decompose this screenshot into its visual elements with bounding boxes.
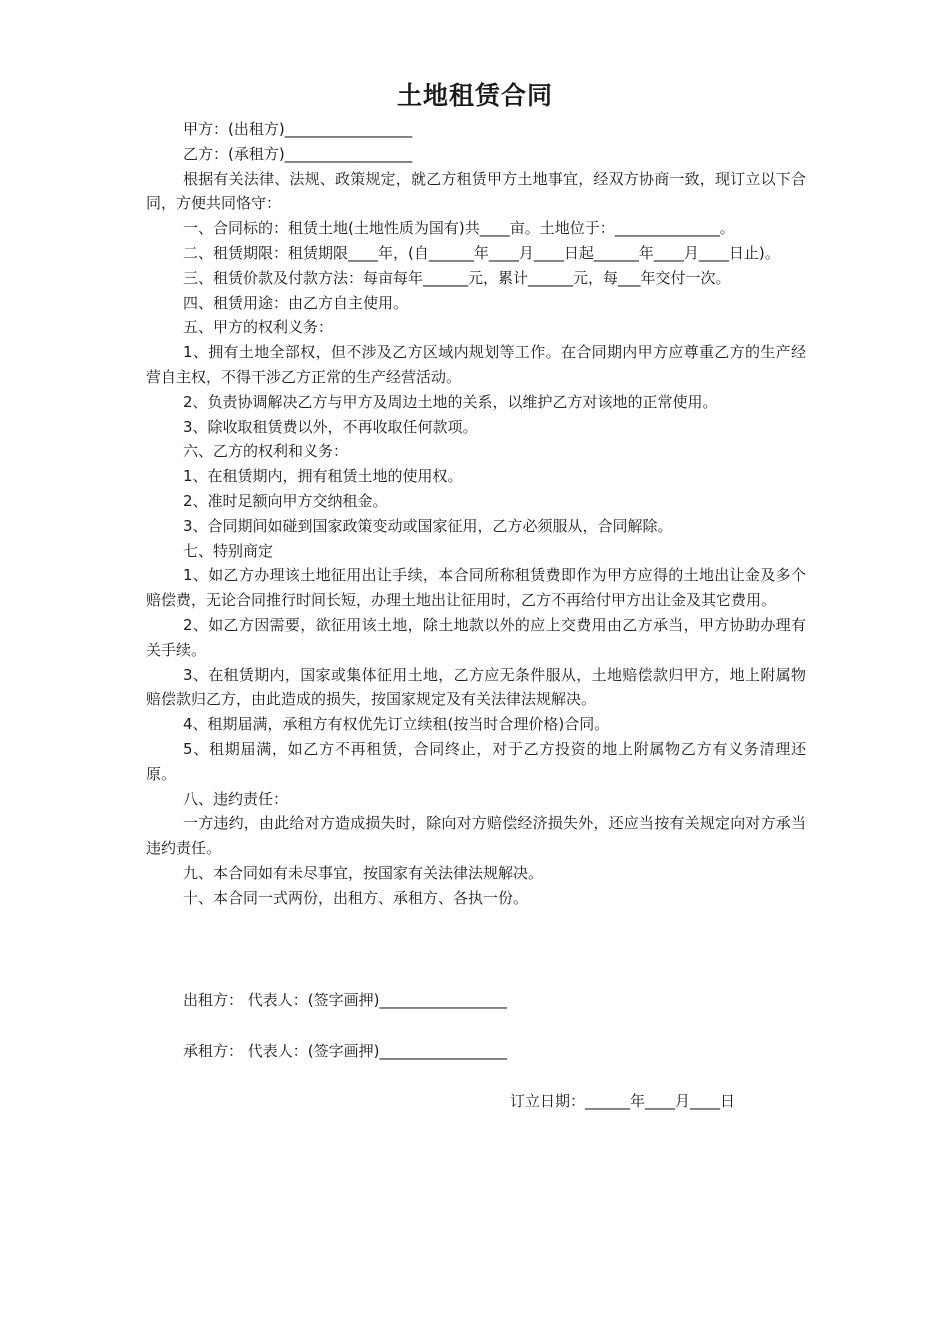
- clause-5-item-3: 3、除收取租赁费以外，不再收取任何款项。: [183, 417, 478, 436]
- clause-6-item-1: 1、在租赁期内，拥有租赁土地的使用权。: [183, 467, 463, 486]
- clause-7-item-2: 2、如乙方因需要，欲征用该土地，除土地款以外的应上交费用由乙方承当，甲方协助办理有关手续。: [146, 615, 806, 659]
- clause-4-use: 四、租赁用途：由乙方自主使用。: [183, 293, 409, 312]
- clause-5-item-1: 1、拥有土地全部权，但不涉及乙方区域内规划等工作。在合同期内甲方应尊重乙方的生产经营自主权，不得干涉乙方正常的生产经营活动。: [146, 343, 806, 386]
- clause-7-item-4: 4、租期届满，承租方有权优先订立续租(按当时合理价格)合同。: [183, 715, 610, 734]
- clause-8-heading: 八、违约责任：: [183, 789, 289, 808]
- clause-10: 十、本合同一式两份，出租方、承租方、各执一份。: [183, 888, 529, 907]
- preamble-paragraph: 根据有关法律、法规、政策规定，就乙方租赁甲方土地事宜，经双方协商一致，现订立以下合同，方便共同恪守：: [146, 169, 806, 213]
- clause-5-item-2: 2、负责协调解决乙方与甲方及周边土地的关系，以维护乙方对该地的正常使用。: [183, 392, 718, 411]
- party-a-line: 甲方：(出租方)_________________: [183, 120, 413, 138]
- lessor-signature-line: 出租方： 代表人：(签字画押)_________________: [183, 991, 507, 1009]
- clause-7-heading: 七、特别商定: [183, 541, 274, 560]
- lessee-signature-line: 承租方： 代表人：(签字画押)_________________: [183, 1042, 507, 1060]
- clause-6-item-2: 2、准时足额向甲方交纳租金。: [183, 491, 388, 510]
- clause-5-heading: 五、甲方的权利义务：: [183, 318, 334, 337]
- clause-2-term: 二、租赁期限：租赁期限____年，(自______年____月____日起______年____月____日止)。: [183, 243, 780, 262]
- clause-9: 九、本合同如有未尽事宜，按国家有关法律法规解决。: [183, 863, 544, 882]
- contract-body: [146, 117, 806, 911]
- party-b-line: 乙方：(承租方)_________________: [183, 144, 413, 163]
- clause-7-item-5: 5、租期届满，如乙方不再租赁，合同终止，对于乙方投资的地上附属物乙方有义务清理还原。: [146, 739, 806, 783]
- signing-date-line: 订立日期：______年____月____日: [510, 1092, 736, 1110]
- clause-8-text: 一方违约，由此给对方造成损失时，除向对方赔偿经济损失外，还应当按有关规定向对方承当违约责任。: [146, 814, 806, 858]
- clause-7-item-1: 1、如乙方办理该土地征用出让手续，本合同所称租赁费即作为甲方应得的土地出让金及多个赔偿费，无论合同推行时间长短，办理土地出让征用时，乙方不再给付甲方出让金及其它费用。: [146, 566, 806, 610]
- clause-1-subject: 一、合同标的：租赁土地(土地性质为国有)共____亩。土地位于：______________。: [183, 219, 735, 238]
- clause-3-price: 三、租赁价款及付款方法：每亩每年______元，累计______元，每___年交付一次。: [183, 268, 731, 287]
- clause-6-heading: 六、乙方的权利和义务：: [183, 442, 349, 461]
- clause-6-item-3: 3、合同期间如碰到国家政策变动或国家征用，乙方必须服从，合同解除。: [183, 516, 673, 535]
- document-title: 土地租赁合同: [396, 81, 553, 110]
- clause-7-item-3: 3、在租赁期内，国家或集体征用土地，乙方应无条件服从，土地赔偿款归甲方，地上附属物赔偿款归乙方，由此造成的损失，按国家规定及有关法律法规解决。: [146, 665, 806, 709]
